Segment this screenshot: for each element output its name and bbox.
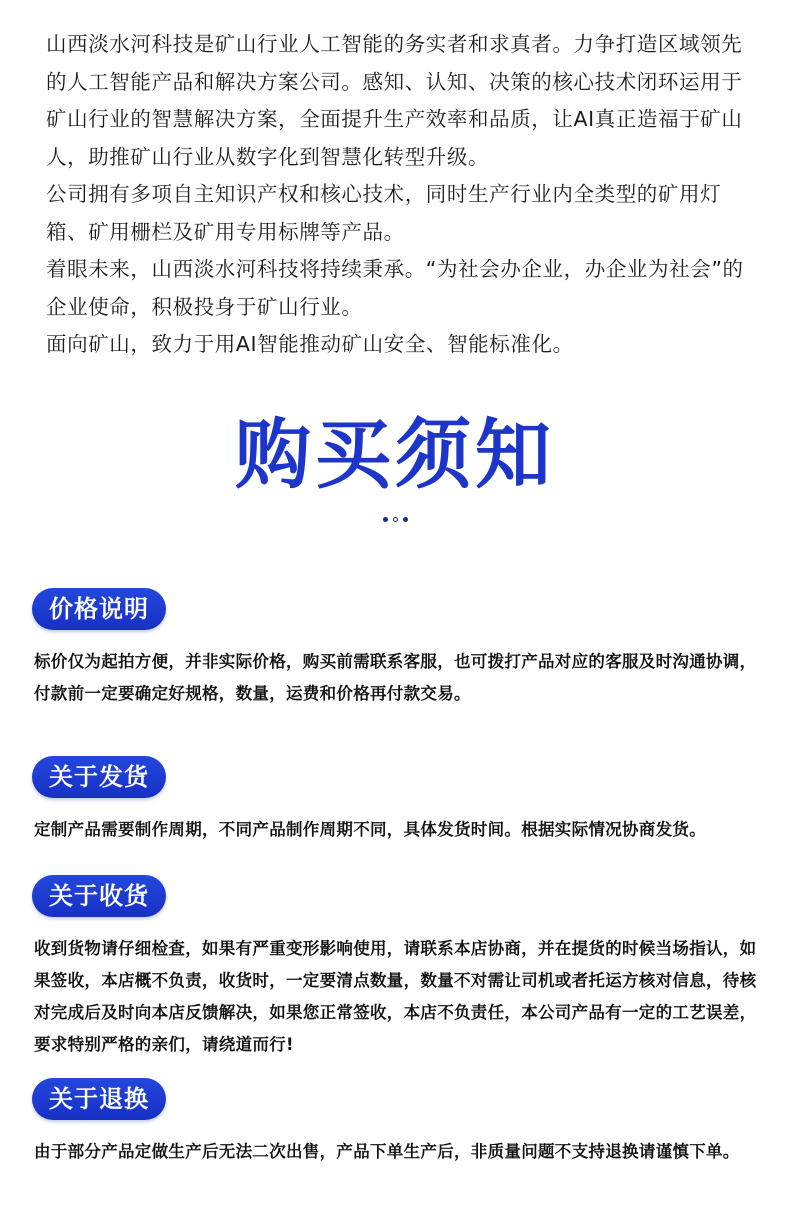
section-shipping [32, 756, 772, 846]
section-returns [32, 1078, 772, 1168]
intro-paragraph: 面向矿山，致力于用AI智能推动矿山安全、智能标准化。 [46, 332, 574, 356]
page-title: 购买须知 [235, 410, 555, 499]
divider-dot [403, 517, 408, 522]
intro-paragraph: 公司拥有多项自主知识产权和核心技术，同时生产行业内全类型的矿用灯箱、矿用栅栏及矿用专用标牌等产品。 [46, 182, 722, 244]
section-heading-badge: 关于退换 [32, 1078, 166, 1120]
section-heading-badge: 关于收货 [32, 875, 166, 917]
section-body: 标价仅为起拍方便，并非实际价格，购买前需联系客服，也可拨打产品对应的客服及时沟通协调，付款前一定要确定好规格，数量，运费和价格再付款交易。 [34, 652, 757, 703]
company-intro [46, 26, 761, 364]
intro-paragraph: 着眼未来，山西淡水河科技将持续秉承。“为社会办企业，办企业为社会”的企业使命，积极投身于矿山行业。 [46, 257, 744, 319]
divider-dot-hollow [393, 517, 398, 522]
section-price [32, 588, 772, 710]
intro-paragraph: 山西淡水河科技是矿山行业人工智能的务实者和求真者。力争打造区域领先的人工智能产品和解决方案公司。感知、认知、决策的核心技术闭环运用于矿山行业的智慧解决方案，全面提升生产效率和品质，让AI真正造福于矿山人，助推矿山行业从数字化到智慧化转型升级。 [46, 32, 743, 169]
section-body: 收到货物请仔细检查，如果有严重变形影响使用，请联系本店协商，并在提货的时候当场指认，如果签收，本店概不负责，收货时，一定要清点数量，数量不对需让司机或者托运方核对信息，待核对完成后及时向本店反馈解决，如果您正常签收，本店不负责任，本公司产品有一定的工艺误差，要求特别严格的亲们，请绕道而行! [34, 939, 757, 1054]
section-heading-badge: 关于发货 [32, 756, 166, 798]
title-divider [0, 517, 790, 522]
section-body: 由于部分产品定做生产后无法二次出售，产品下单生产后，非质量问题不支持退换请谨慎下单。 [34, 1142, 740, 1161]
section-heading-badge: 价格说明 [32, 588, 166, 630]
section-body: 定制产品需要制作周期，不同产品制作周期不同，具体发货时间。根据实际情况协商发货。 [34, 820, 706, 839]
section-receiving [32, 875, 772, 1061]
divider-dot [383, 517, 388, 522]
